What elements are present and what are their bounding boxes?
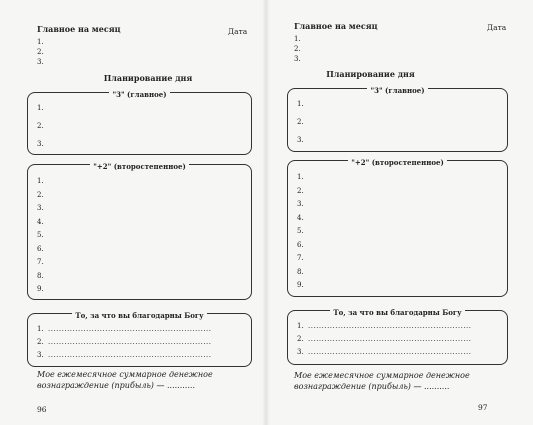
date-label: Дата [228, 27, 248, 36]
goal-number: 3. [37, 58, 44, 66]
day-planning-title: Планирование дня [326, 69, 415, 79]
gratitude-box [287, 310, 508, 365]
income-note-line: Мое ежемесячное суммарное денежное [294, 371, 470, 380]
main-task-number: 2. [297, 118, 304, 126]
secondary-task-number: 7. [37, 258, 44, 266]
gratitude-box [27, 313, 252, 367]
secondary-task-number: 9. [37, 285, 44, 293]
gratitude-number: 1. [37, 325, 44, 333]
secondary-task-number: 8. [37, 271, 44, 280]
monthly-goal-title: Главное на месяц [294, 21, 378, 31]
dotted-line: ............................................................ [48, 338, 212, 346]
secondary-task-number: 2. [37, 190, 44, 199]
main-task-number: 1. [297, 100, 304, 108]
left-page [0, 0, 266, 425]
income-note-line: Мое ежемесячное суммарное денежное [37, 370, 213, 379]
secondary-tasks-title: "+2" (второстепенное) [90, 162, 189, 171]
secondary-task-number: 4. [297, 213, 304, 222]
monthly-income-note [294, 370, 470, 392]
main-task-number: 1. [37, 104, 44, 112]
secondary-task-number: 5. [37, 231, 44, 239]
secondary-tasks-title: "+2" (второстепенное) [348, 158, 447, 167]
secondary-tasks-box [27, 164, 252, 300]
date-label: Дата [487, 23, 507, 32]
monthly-goal-title: Главное на месяц [37, 24, 121, 34]
income-note-line: вознаграждение (прибыль) — .......... [294, 382, 450, 391]
main-task-number: 3. [37, 140, 44, 148]
secondary-task-number: 7. [297, 254, 304, 262]
goal-number: 3. [294, 55, 301, 63]
gratitude-number: 3. [37, 351, 44, 359]
main-tasks-title: "3" (главное) [367, 86, 427, 95]
dotted-line: ............................................................ [308, 322, 472, 330]
goal-number: 2. [294, 45, 301, 53]
secondary-task-number: 3. [37, 204, 44, 212]
right-page [266, 0, 533, 425]
secondary-task-number: 1. [37, 177, 44, 185]
page-number: 96 [37, 405, 47, 414]
main-task-number: 3. [297, 136, 304, 144]
secondary-task-number: 4. [37, 217, 44, 226]
monthly-income-note [37, 369, 213, 391]
gratitude-number: 3. [297, 348, 304, 356]
gratitude-title: То, за что вы благодарны Богу [330, 308, 464, 317]
secondary-task-number: 1. [297, 173, 304, 181]
page-number: 97 [478, 403, 488, 412]
gratitude-number: 1. [297, 322, 304, 330]
goal-number: 1. [294, 35, 301, 43]
secondary-tasks-box [287, 160, 508, 297]
secondary-task-number: 5. [297, 227, 304, 235]
dotted-line: ............................................................ [308, 348, 472, 356]
day-planning-title: Планирование дня [103, 73, 193, 83]
gratitude-title: То, за что вы благодарны Богу [72, 311, 206, 320]
main-task-number: 2. [37, 122, 44, 130]
gratitude-number: 2. [37, 338, 44, 346]
secondary-task-number: 3. [297, 200, 304, 208]
dotted-line: ............................................................ [308, 335, 472, 343]
main-tasks-box [287, 88, 508, 152]
main-tasks-box [27, 92, 252, 155]
secondary-task-number: 8. [297, 267, 304, 276]
dotted-line: ............................................................ [48, 325, 212, 333]
secondary-task-number: 9. [297, 281, 304, 289]
goal-number: 1. [37, 38, 44, 46]
gratitude-number: 2. [297, 335, 304, 343]
secondary-task-number: 6. [297, 240, 304, 249]
main-tasks-title: "3" (главное) [109, 90, 169, 99]
goal-number: 2. [37, 48, 44, 56]
secondary-task-number: 2. [297, 186, 304, 195]
income-note-line: вознаграждение (прибыль) — ........... [37, 381, 195, 390]
dotted-line: ............................................................ [48, 351, 212, 359]
secondary-task-number: 6. [37, 244, 44, 253]
